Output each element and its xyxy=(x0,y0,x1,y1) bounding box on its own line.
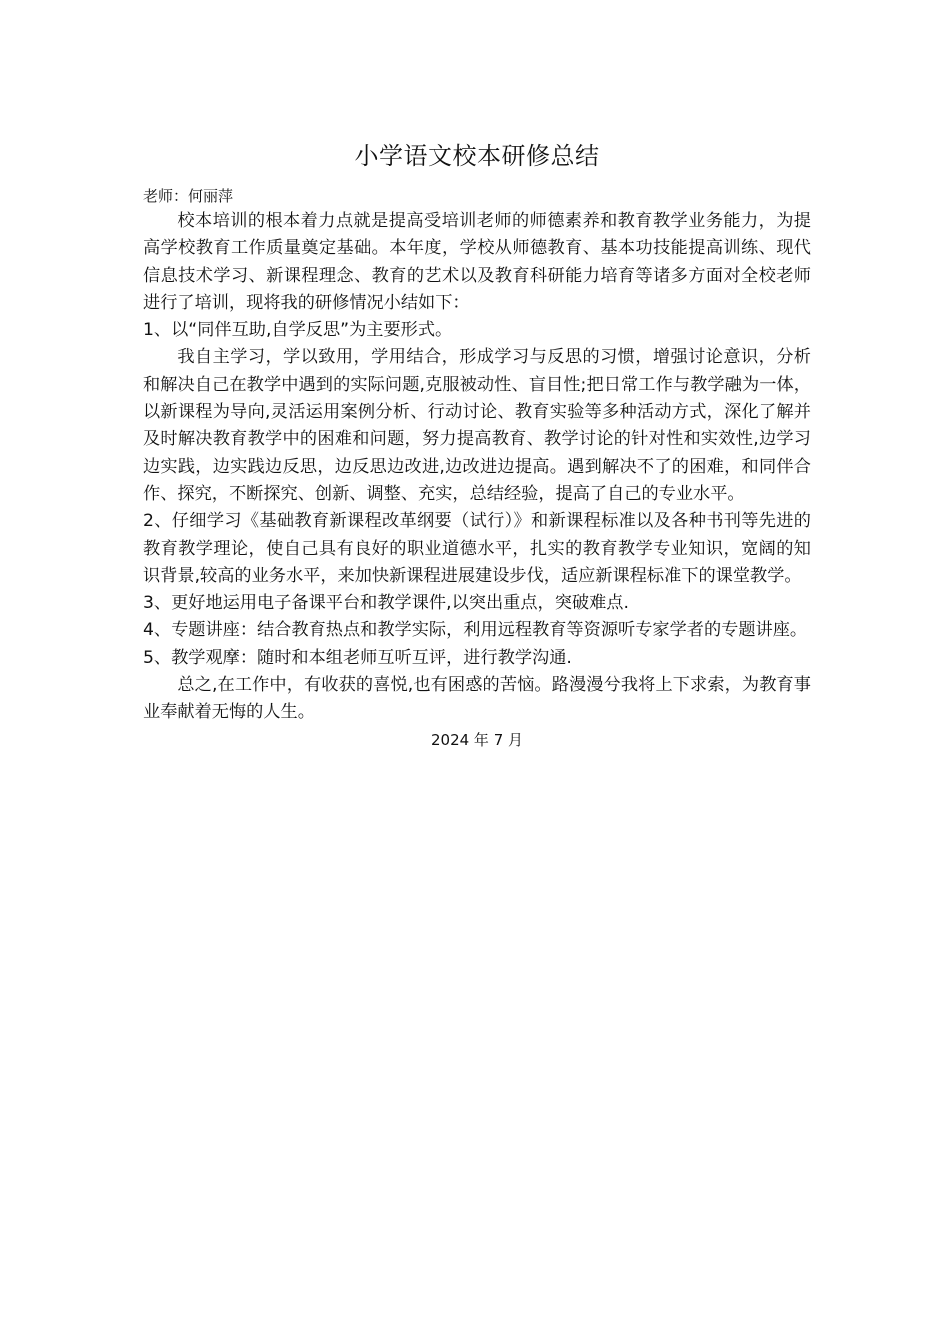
document-date: 2024 年 7 月 xyxy=(430,730,524,749)
conclusion-paragraph: 总之,在工作中，有收获的喜悦,也有困惑的苦恼。路漫漫兮我将上下求索，为教育事业奉献着无悔的人生。 xyxy=(143,675,811,723)
item-2: 2、仔细学习《基础教育新课程改革纲要（试行）》和新课程标准以及各种书刊等先进的教育教学理论，使自己具有良好的职业道德水平，扎实的教育教学专业知识，宽阔的知识背景,较高的业务水平，来加快新课程进展建设步伐，适应新课程标准下的课堂教学。 xyxy=(143,511,811,586)
document-title: 小学语文校本研修总结 xyxy=(354,142,600,170)
item-5: 5、教学观摩：随时和本组老师互听互评，进行教学沟通. xyxy=(143,647,572,668)
document-content xyxy=(143,136,811,754)
item-1-body: 我自主学习，学以致用，学用结合，形成学习与反思的习惯，增强讨论意识，分析和解决自己在教学中遇到的实际问题,克服被动性、盲目性;把日常工作与教学融为一体，以新课程为导向,灵活运用案例分析、行动讨论、教育实验等多种活动方式，深化了解并及时解决教育教学中的困难和问题，努力提高教育、教学讨论的针对性和实效性,边学习边实践，边实践边反思，边反思边改进,边改进边提高。遇到解决不了的困难，和同伴合作、探究，不断探究、创新、调整、充实，总结经验，提高了自己的专业水平。 xyxy=(143,347,811,504)
intro-paragraph: 校本培训的根本着力点就是提高受培训老师的师德素养和教育教学业务能力，为提高学校教育工作质量奠定基础。本年度，学校从师德教育、基本功技能提高训练、现代信息技术学习、新课程理念、教育的艺术以及教育科研能力培育等诸多方面对全校老师进行了培训，现将我的研修情况小结如下： xyxy=(143,211,811,313)
item-4: 4、专题讲座：结合教育热点和教学实际，利用远程教育等资源听专家学者的专题讲座。 xyxy=(143,620,808,641)
item-1-heading: 1、以“同伴互助,自学反思”为主要形式。 xyxy=(143,320,453,341)
author-line: 老师：何丽萍 xyxy=(143,187,234,205)
item-3: 3、更好地运用电子备课平台和教学课件,以突出重点，突破难点. xyxy=(143,593,629,614)
